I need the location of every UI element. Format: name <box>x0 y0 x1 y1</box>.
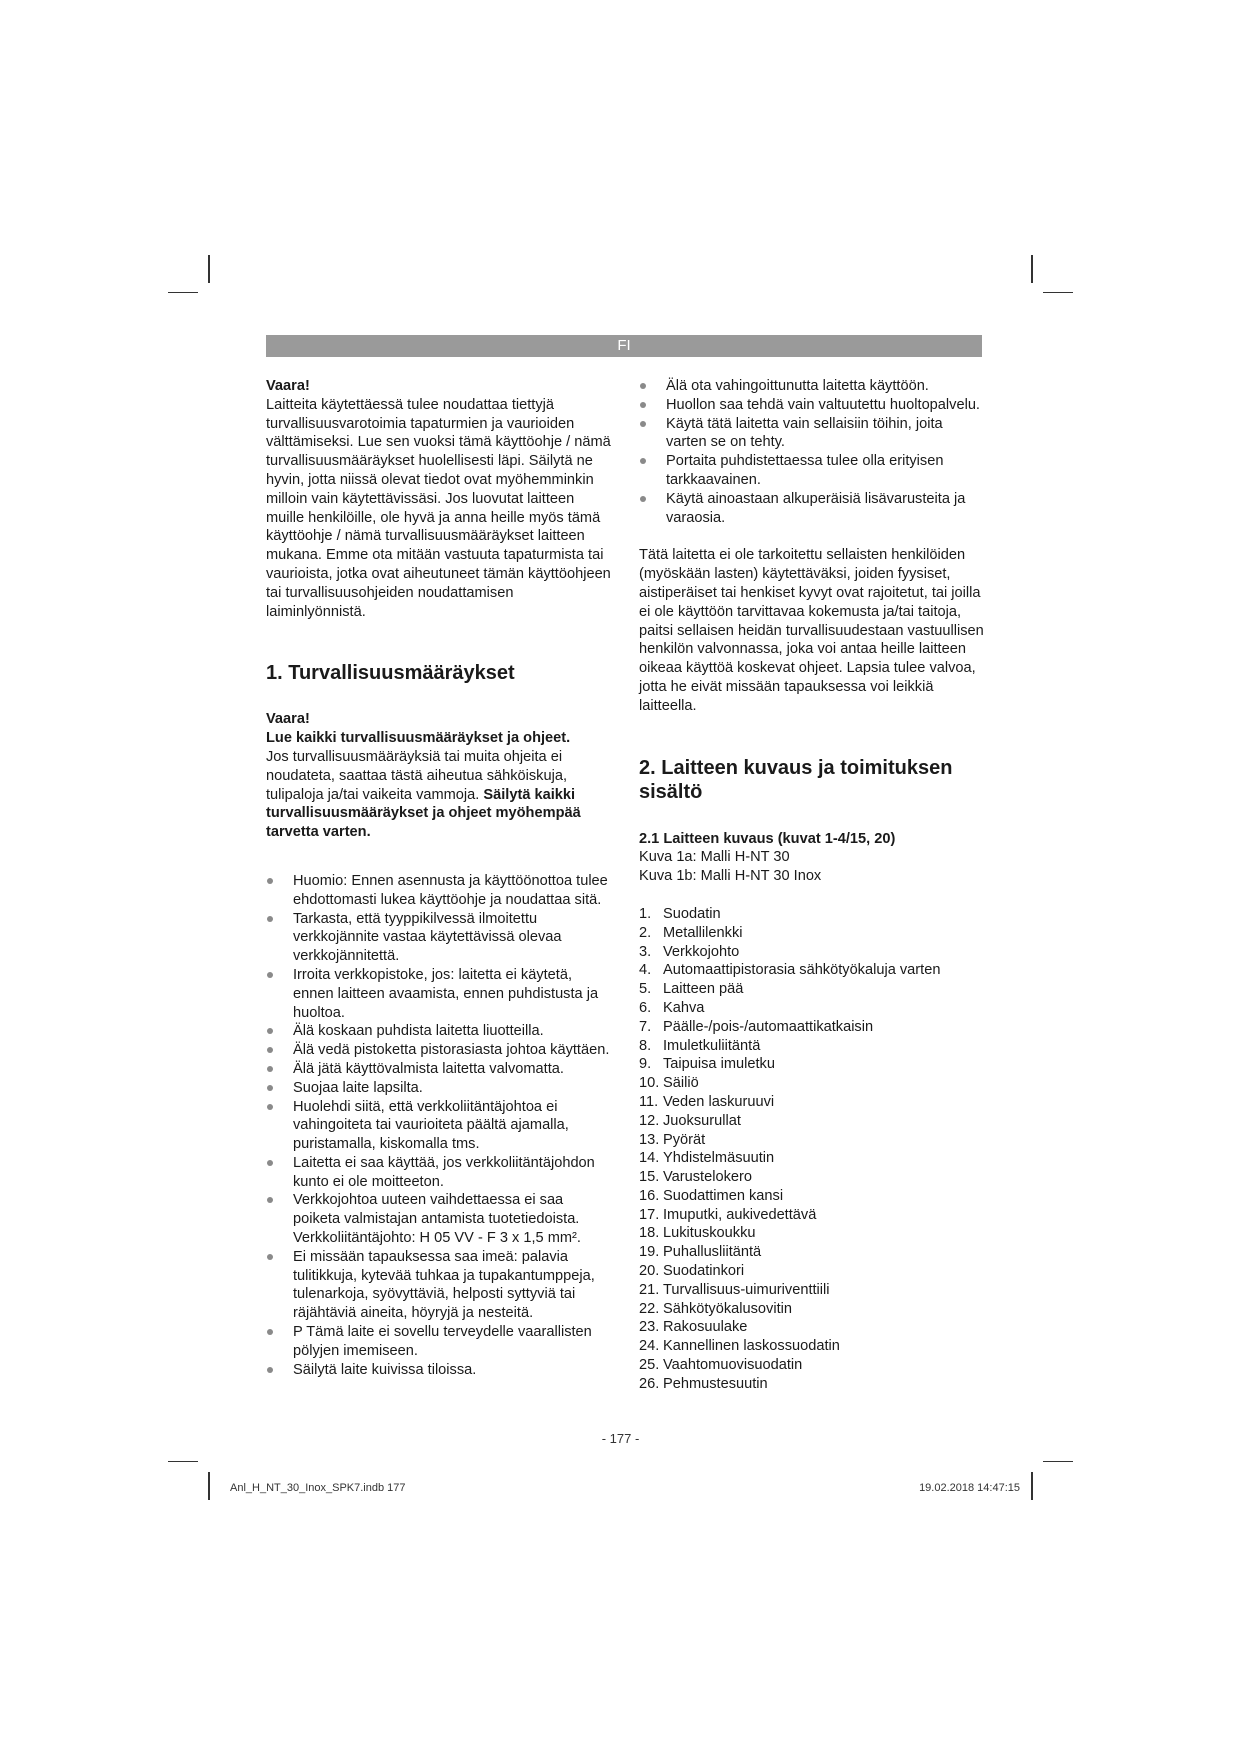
list-item: Älä vedä pistoketta pistorasiasta johtoa käyttäen. <box>266 1041 614 1060</box>
part-number: 14. <box>639 1150 660 1167</box>
part-label: Pehmustesuutin <box>663 1375 768 1392</box>
part-number: 6. <box>639 999 652 1016</box>
part-label: Vaahtomuovisuodatin <box>663 1357 803 1374</box>
crop-mark-bottom-left-v <box>208 1472 210 1500</box>
part-number: 17. <box>639 1206 660 1223</box>
part-number: 10. <box>639 1075 660 1092</box>
list-item <box>639 1187 987 1206</box>
list-item: Huomio: Ennen asennusta ja käyttöönottoa tulee ehdottomasti lukea käyttöohje ja noudattaa sitä. <box>266 872 614 910</box>
list-item <box>639 1337 987 1356</box>
right-column <box>639 377 987 1394</box>
section-1-text-body: Jos turvallisuusmääräyksiä tai muita ohjeita ei noudateta, saattaa tästä aiheutua sähköiskuja, tulipaloja ja/tai vaikeita vammoja. <box>266 748 568 803</box>
part-number: 3. <box>639 943 652 960</box>
part-label: Suodatin <box>663 905 721 922</box>
list-item <box>639 924 987 943</box>
page-number: - 177 - <box>601 1431 640 1446</box>
language-header-bar <box>266 335 982 357</box>
part-label: Rakosuulake <box>663 1319 748 1336</box>
list-item: Älä koskaan puhdista laitetta liuotteilla. <box>266 1022 614 1041</box>
footer-file-name: Anl_H_NT_30_Inox_SPK7.indb 177 <box>230 1482 406 1494</box>
part-number: 21. <box>639 1281 660 1298</box>
list-item <box>639 980 987 999</box>
crop-mark-top-left-h <box>168 292 198 293</box>
list-item: Käytä tätä laitetta vain sellaisiin töihin, joita varten se on tehty. <box>639 415 987 453</box>
part-number: 5. <box>639 981 652 998</box>
list-item: P Tämä laite ei sovellu terveydelle vaarallisten pölyjen imemiseen. <box>266 1323 614 1361</box>
list-item <box>639 1055 987 1074</box>
list-item <box>639 1300 987 1319</box>
part-label: Taipuisa imuletku <box>663 1056 775 1073</box>
part-number: 13. <box>639 1131 660 1148</box>
section-1-warning: Vaara! <box>266 711 310 728</box>
list-item: Tarkasta, että tyyppikilvessä ilmoitettu verkkojännite vastaa käytettävissä olevaa verkkojännitettä. <box>266 910 614 966</box>
crop-mark-bottom-right-v <box>1031 1472 1033 1500</box>
section-1-text-bold: Säilytä kaikki turvallisuusmääräykset ja ohjeet myöhempää tarvetta varten. <box>266 786 581 841</box>
part-number: 11. <box>639 1093 659 1110</box>
list-item: Ei missään tapauksessa saa imeä: palavia tulitikkuja, kytevää tuhkaa ja tupakantumppeja, tulenarkoja, syövyttäviä, helposti syttyviä tai räjähtäviä aineita, höyryjä ja nesteitä. <box>266 1248 614 1323</box>
part-number: 23. <box>639 1319 660 1336</box>
list-item <box>639 999 987 1018</box>
part-label: Imuputki, aukivedettävä <box>663 1206 817 1223</box>
footer-datetime: 19.02.2018 14:47:15 <box>919 1482 1020 1494</box>
list-item: Portaita puhdistettaessa tulee olla erityisen tarkkaavainen. <box>639 452 987 490</box>
part-label: Kannellinen laskossuodatin <box>663 1338 840 1355</box>
part-number: 18. <box>639 1225 660 1242</box>
part-label: Suodattimen kansi <box>663 1187 784 1204</box>
part-label: Laitteen pää <box>663 981 744 998</box>
list-item <box>639 1037 987 1056</box>
part-number: 8. <box>639 1037 652 1054</box>
list-item <box>639 1262 987 1281</box>
list-item <box>639 1149 987 1168</box>
part-number: 12. <box>639 1112 660 1129</box>
part-number: 15. <box>639 1169 660 1186</box>
part-number: 20. <box>639 1263 660 1280</box>
part-label: Varustelokero <box>663 1169 752 1186</box>
list-item <box>639 1281 987 1300</box>
part-number: 24. <box>639 1338 660 1355</box>
part-number: 22. <box>639 1300 660 1317</box>
crop-mark-top-right-v <box>1031 255 1033 283</box>
crop-mark-top-right-h <box>1043 292 1073 293</box>
list-item <box>639 1168 987 1187</box>
list-item <box>639 961 987 980</box>
part-number: 25. <box>639 1357 660 1374</box>
list-item: Älä ota vahingoittunutta laitetta käyttöön. <box>639 377 987 396</box>
part-label: Kahva <box>663 999 705 1016</box>
figure-1b-caption: Kuva 1b: Malli H-NT 30 Inox <box>639 868 822 885</box>
part-label: Lukituskoukku <box>663 1225 756 1242</box>
part-number: 1. <box>639 905 652 922</box>
list-item: Älä jätä käyttövalmista laitetta valvomatta. <box>266 1060 614 1079</box>
part-number: 7. <box>639 1018 652 1035</box>
warning-text: Laitteita käytettäessä tulee noudattaa tiettyjä turvallisuusvarotoimia tapaturmien ja vaurioiden välttämiseksi. Lue sen vuoksi tämä käyttöohje / nämä turvallisuusmääräykset huolellisesti läpi. Säilytä ne hyvin, jotta niissä olevat tiedot ovat myöhemminkin milloin vain käytettävissäsi. Jos luovutat laitteen muille henkilöille, ole hyvä ja anna heille myös tämä käyttöohje / nämä turvallisuusmääräykset laitteen mukana. Emme ota mitään vastuuta tapaturmista tai vaurioista, jotka ovat aiheutuneet tämän käyttöohjeen tai turvallisuusohjeiden noudattamisen laiminlyönnistä. <box>266 396 611 620</box>
part-label: Sähkötyökalusovitin <box>663 1300 792 1317</box>
part-label: Juoksurullat <box>663 1112 741 1129</box>
part-label: Turvallisuus-uimuriventtiili <box>663 1281 830 1298</box>
list-item <box>639 1131 987 1150</box>
crop-mark-top-left-v <box>208 255 210 283</box>
list-item <box>639 1206 987 1225</box>
part-number: 9. <box>639 1056 652 1073</box>
list-item: Huolehdi siitä, että verkkoliitäntäjohtoa ei vahingoiteta tai vaurioiteta päältä ajamalla, puristamalla, kiskomalla tms. <box>266 1098 614 1154</box>
list-item <box>639 1018 987 1037</box>
children-safety-paragraph: Tätä laitetta ei ole tarkoitettu sellaisten henkilöiden (myöskään lasten) käytettäväksi, joiden fyysiset, aistiperäiset tai henkiset kyvyt ovat rajoitetut, tai joilla ei ole käyttöön tarvittavaa kokemusta ja/tai taitoja, paitsi sellaisen heidän turvallisuudestaan vastuullisen henkilön valvonnassa, joka voi antaa heille laitteen oikeaa käyttöä koskevat ohjeet. Lapsia tulee valvoa, jotta he eivät missään tapauksessa voi leikkiä laitteella. <box>639 547 984 714</box>
list-item <box>639 1224 987 1243</box>
list-item: Suojaa laite lapsilta. <box>266 1079 614 1098</box>
left-column <box>266 377 614 1379</box>
section-1-text <box>266 748 614 842</box>
list-item <box>639 1375 987 1394</box>
part-label: Yhdistelmäsuutin <box>663 1150 775 1167</box>
section-1-title: 1. Turvallisuusmääräykset <box>266 662 515 685</box>
part-label: Metallilenkki <box>663 924 743 941</box>
list-item <box>639 1243 987 1262</box>
part-label: Imuletkuliitäntä <box>663 1037 761 1054</box>
section-1-bold-instruction: Lue kaikki turvallisuusmääräykset ja ohjeet. <box>266 730 571 747</box>
warning-title: Vaara! <box>266 378 310 394</box>
part-label: Pyörät <box>663 1131 706 1148</box>
part-label: Säiliö <box>663 1075 699 1092</box>
part-label: Päälle-/pois-/automaattikatkaisin <box>663 1018 874 1035</box>
safety-bullet-list-continued <box>639 377 987 527</box>
crop-mark-bottom-right-h <box>1043 1461 1073 1462</box>
list-item <box>639 905 987 924</box>
part-number: 4. <box>639 962 652 979</box>
part-label: Verkkojohto <box>663 943 740 960</box>
part-label: Puhallusliitäntä <box>663 1244 762 1261</box>
part-label: Automaattipistorasia sähkötyökaluja varten <box>663 962 941 979</box>
subsection-2-1-title: 2.1 Laitteen kuvaus (kuvat 1-4/15, 20) <box>639 830 896 847</box>
list-item: Huollon saa tehdä vain valtuutettu huoltopalvelu. <box>639 396 987 415</box>
part-number: 16. <box>639 1187 660 1204</box>
figure-1a-caption: Kuva 1a: Malli H-NT 30 <box>639 849 790 866</box>
parts-list <box>639 905 987 1394</box>
safety-bullet-list <box>266 872 614 1380</box>
language-label: FI <box>617 337 631 354</box>
list-item: Käytä ainoastaan alkuperäisiä lisävarusteita ja varaosia. <box>639 490 987 528</box>
section-2-title: 2. Laitteen kuvaus ja toimituksen sisältö <box>639 756 953 803</box>
list-item <box>639 1318 987 1337</box>
list-item <box>639 1093 987 1112</box>
list-item <box>639 1112 987 1131</box>
part-number: 26. <box>639 1375 660 1392</box>
list-item <box>639 1074 987 1093</box>
part-number: 19. <box>639 1244 660 1261</box>
list-item: Säilytä laite kuivissa tiloissa. <box>266 1361 614 1380</box>
list-item: Irroita verkkopistoke, jos: laitetta ei käytetä, ennen laitteen avaamista, ennen puhdistusta ja huoltoa. <box>266 966 614 1022</box>
list-item: Verkkojohtoa uuteen vaihdettaessa ei saa poiketa valmistajan antamista tuotetiedoista. Verkkoliitäntäjohto: H 05 VV - F 3 x 1,5 mm². <box>266 1191 614 1247</box>
part-label: Veden laskuruuvi <box>663 1093 775 1110</box>
part-label: Suodatinkori <box>663 1263 745 1280</box>
list-item: Laitetta ei saa käyttää, jos verkkoliitäntäjohdon kunto ei ole moitteeton. <box>266 1154 614 1192</box>
part-number: 2. <box>639 924 652 941</box>
crop-mark-bottom-left-h <box>168 1461 198 1462</box>
list-item <box>639 943 987 962</box>
list-item <box>639 1356 987 1375</box>
